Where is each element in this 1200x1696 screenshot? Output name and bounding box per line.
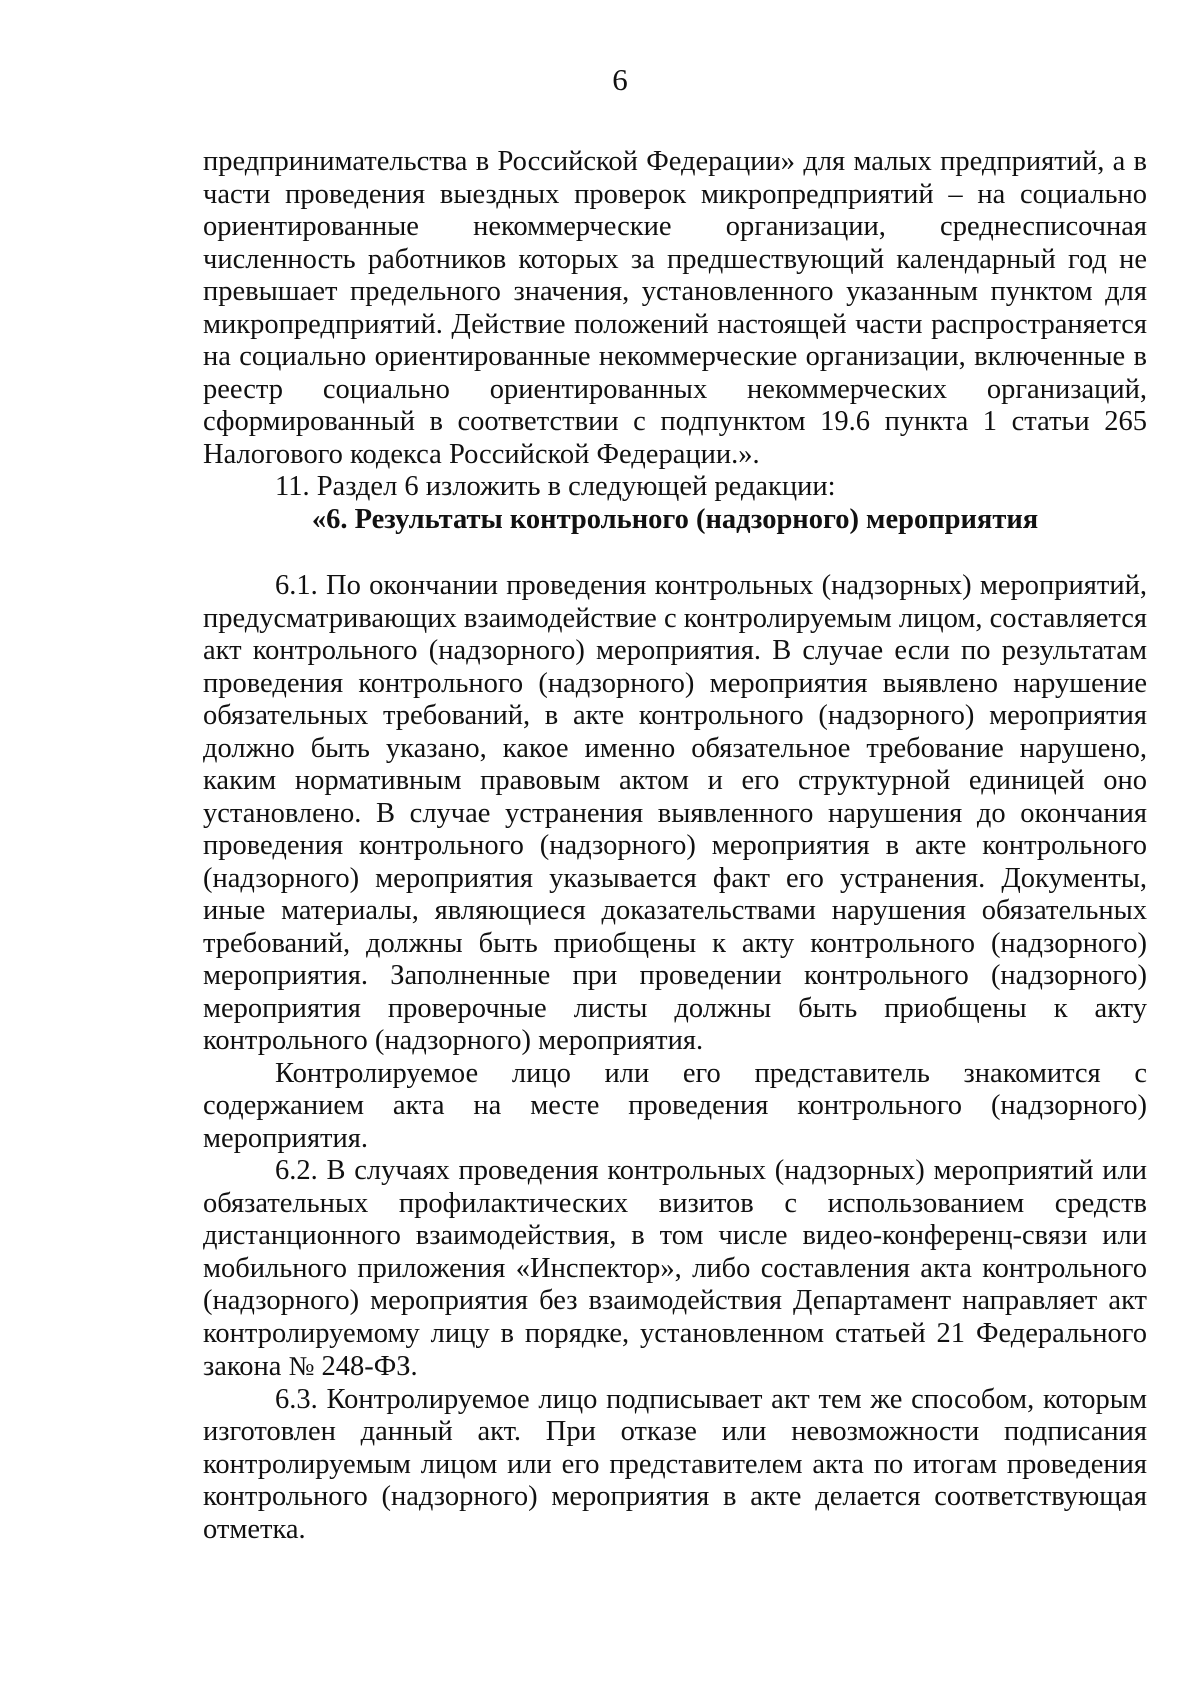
paragraph-6-3: 6.3. Контролируемое лицо подписывает акт тем же способом, которым изготовлен данный акт. При отказе или невозможности подписания контролируемым лицом или его представителем акта по итогам проведения контрольного (надзорного) мероприятия в акте делается соответствующая отметка. [203, 1383, 1147, 1545]
paragraph-6-2-text: 6.2. В случаях проведения контрольных (надзорных) мероприятий или обязательных профилактических визитов с использованием средств дистанционного взаимодействия, в том числе видео-конференц-связи или мобильного приложения «Инспектор», либо составления акта контрольного (надзорного) мероприятия без взаимодействия Департамент направляет акт контролируемому лицу в порядке, установленном статьей 21 Федерального закона [203, 1155, 1147, 1382]
paragraph-6-2-law-number: 248-ФЗ. [314, 1351, 418, 1382]
document-body [203, 146, 1147, 1546]
page-number: 6 [612, 62, 628, 97]
paragraph-amendment-11: 11. Раздел 6 изложить в следующей редакции: [275, 471, 836, 502]
paragraph-familiarization: Контролируемое лицо или его представитель знакомится с содержанием акта на месте проведения контрольного (надзорного) мероприятия. [203, 1057, 1147, 1154]
section-heading: «6. Результаты контрольного (надзорного) мероприятия [311, 503, 1039, 535]
paragraph-6-2 [203, 1155, 1147, 1384]
number-sign: № [288, 1351, 315, 1381]
paragraph-continuation: предпринимательства в Российской Федерации» для малых предприятий, а в части проведения выездных проверок микропредприятий – на социально ориентированные некоммерческие организации, среднесписочная численность работников которых за предшествующий календарный год не превышает предельного значения, установленного указанным пунктом для микропредприятий. Действие положений настоящей части распространяется на социально ориентированные некоммерческие организации, включенные в реестр социально ориентированных некоммерческих организаций, сформированный в соответствии с подпунктом 19.6 пункта 1 статьи 265 Налогового кодекса Российской Федерации.». [203, 146, 1147, 470]
paragraph-6-1: 6.1. По окончании проведения контрольных (надзорных) мероприятий, предусматривающих взаимодействие с контролируемым лицом, составляется акт контрольного (надзорного) мероприятия. В случае если по результатам проведения контрольного (надзорного) мероприятия выявлено нарушение обязательных требований, в акте контрольного (надзорного) мероприятия должно быть указано, какое именно обязательное требование нарушено, каким нормативным правовым актом и его структурной единицей оно установлено. В случае устранения выявленного нарушения до окончания проведения контрольного (надзорного) мероприятия в акте контрольного (надзорного) мероприятия указывается факт его устранения. Документы, иные материалы, являющиеся доказательствами нарушения обязательных требований, должны быть приобщены к акту контрольного (надзорного) мероприятия. Заполненные при проведении контрольного (надзорного) мероприятия проверочные листы должны быть приобщены к акту контрольного (надзорного) мероприятия. [203, 570, 1147, 1056]
